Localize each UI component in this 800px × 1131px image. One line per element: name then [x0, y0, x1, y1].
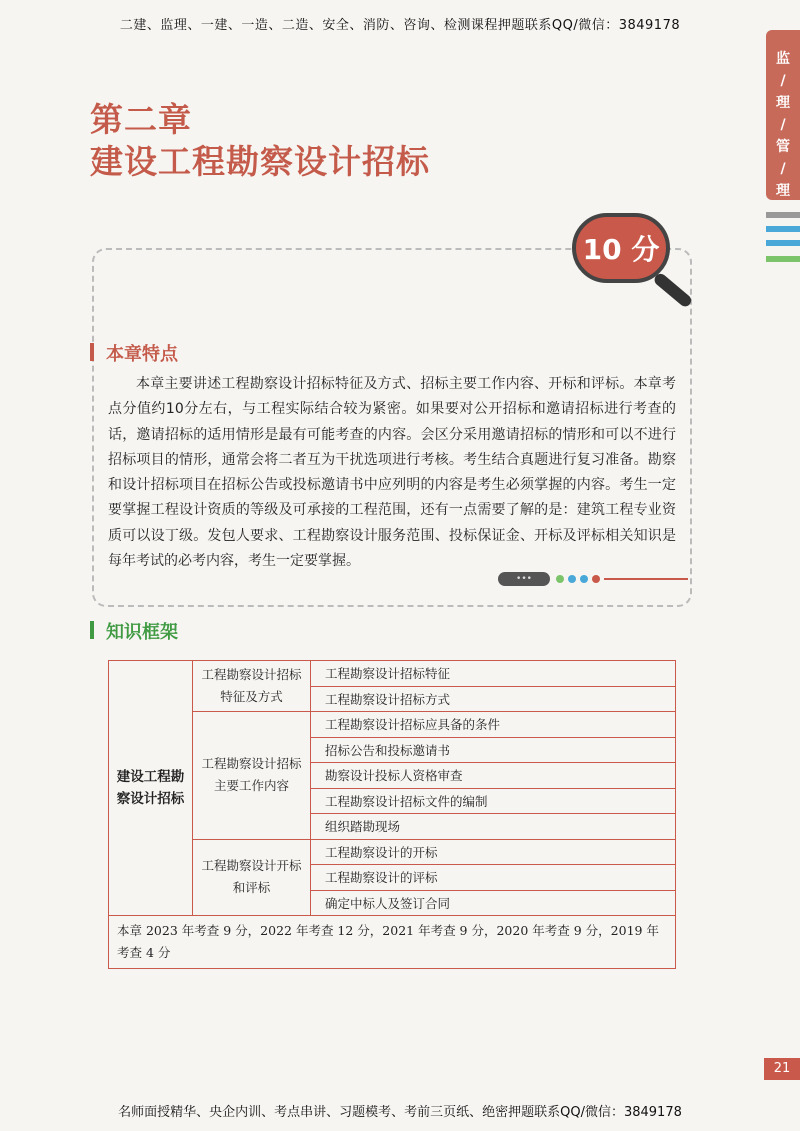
side-stripe-gray: [766, 212, 800, 218]
side-stripe-blue: [766, 240, 800, 246]
framework-item: 勘察设计投标人资格审查: [311, 763, 676, 789]
features-heading: 本章特点: [106, 344, 178, 365]
section-marker-icon: [90, 621, 94, 639]
framework-footer: 本章 2023 年考查 9 分，2022 年考查 12 分，2021 年考查 9 分，2020 年考查 9 分，2019 年考查 4 分: [109, 916, 676, 969]
ornament-dot-icon: [568, 575, 576, 583]
ornament-dot-icon: [592, 575, 600, 583]
framework-item: 工程勘察设计招标方式: [311, 686, 676, 712]
side-tab-char: 理: [776, 183, 790, 199]
side-tab-sep: /: [780, 73, 786, 89]
top-banner: 二建、监理、一建、一造、二造、安全、消防、咨询、检测课程押题联系QQ/微信：3849178: [119, 18, 681, 33]
framework-item: 工程勘察设计招标应具备的条件: [311, 712, 676, 738]
table-row: [109, 712, 676, 738]
chapter-number: 第二章: [90, 100, 192, 139]
ornament-pill-icon: •••: [498, 572, 550, 586]
chapter-title: 建设工程勘察设计招标: [90, 142, 430, 181]
framework-heading: 知识框架: [106, 622, 178, 643]
side-stripe-blue: [766, 226, 800, 232]
table-row: [109, 916, 676, 969]
framework-group: 工程勘察设计开标和评标: [193, 839, 311, 916]
ornament-dot-icon: [580, 575, 588, 583]
section-marker-icon: [90, 343, 94, 361]
framework-group: 工程勘察设计招标特征及方式: [193, 661, 311, 712]
page-number: 21: [764, 1058, 800, 1080]
features-paragraph: 本章主要讲述工程勘察设计招标特征及方式、招标主要工作内容、开标和评标。本章考点分值约10分左右，与工程实际结合较为紧密。如果要对公开招标和邀请招标进行考查的话，邀请招标的适用情形是最有可能考查的内容。会区分采用邀请招标的情形和可以不进行招标项目的情形，通常会将二者互为干扰选项进行考核。考生结合真题进行复习准备。勘察和设计招标项目在招标公告或投标邀请书中应列明的内容是考生必须掌握的内容。考生一定要掌握工程设计资质的等级及可承接的工程范围，还有一点需要了解的是：建筑工程专业资质可以设丁级。发包人要求、工程勘察设计服务范围、投标保证金、开标及评标相关知识是每年考试的必考内容，考生一定要掌握。: [108, 376, 676, 570]
framework-item: 工程勘察设计的开标: [311, 839, 676, 865]
score-badge: 10 分: [572, 213, 670, 283]
framework-item: 组织踏勘现场: [311, 814, 676, 840]
side-tab-sep: /: [780, 161, 786, 177]
framework-item: 工程勘察设计招标文件的编制: [311, 788, 676, 814]
framework-item: 招标公告和投标邀请书: [311, 737, 676, 763]
ornament-dot-icon: [556, 575, 564, 583]
framework-item: 确定中标人及签订合同: [311, 890, 676, 916]
knowledge-framework-table: [108, 660, 676, 969]
bottom-banner: 名师面授精华、央企内训、考点串讲、习题模考、考前三页纸、绝密押题联系QQ/微信：3849178: [118, 1105, 682, 1120]
side-stripe-green: [766, 256, 800, 262]
framework-item: 工程勘察设计的评标: [311, 865, 676, 891]
framework-item: 工程勘察设计招标特征: [311, 661, 676, 687]
framework-group: 工程勘察设计招标主要工作内容: [193, 712, 311, 840]
side-tab-label: [766, 48, 800, 202]
side-tab-char: 理: [776, 95, 790, 111]
side-tab-char: 管: [776, 139, 790, 155]
table-row: [109, 839, 676, 865]
framework-root: 建设工程勘察设计招标: [109, 661, 193, 916]
ornament-line: [604, 578, 688, 580]
side-tab-char: 监: [776, 51, 790, 67]
side-tab-sep: /: [780, 117, 786, 133]
table-row: [109, 661, 676, 687]
